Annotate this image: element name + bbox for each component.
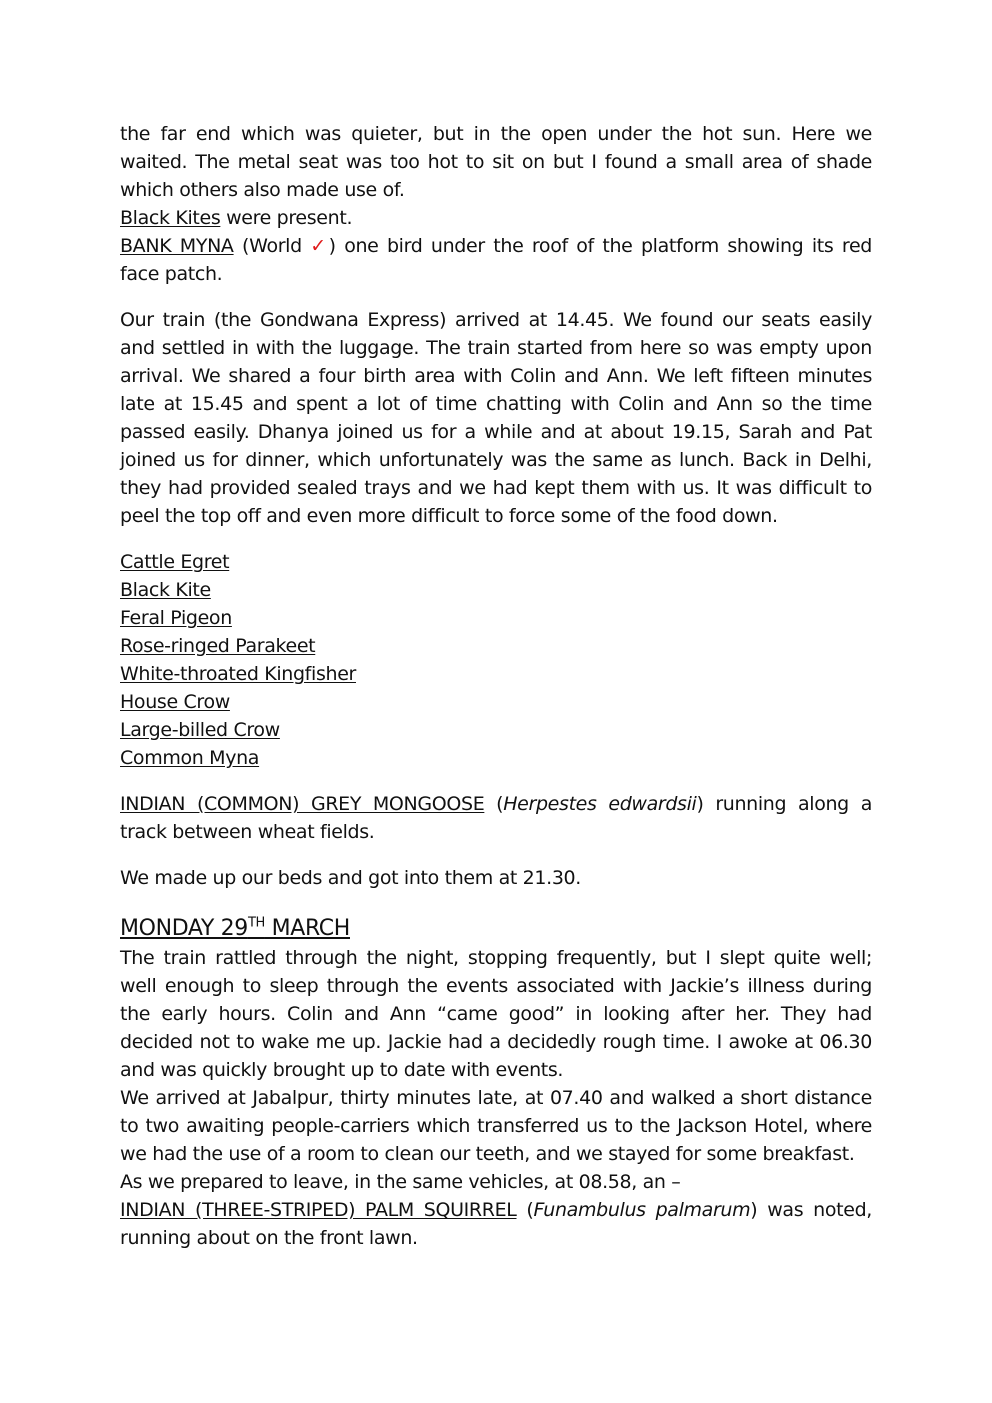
monday-paragraph-3: As we prepared to leave, in the same vehicles, at 08.58, an – — [120, 1171, 681, 1193]
list-item: Rose-ringed Parakeet — [120, 635, 316, 657]
document-page — [120, 120, 872, 1252]
mongoose-name: INDIAN (COMMON) GREY MONGOOSE — [120, 793, 485, 815]
mongoose-pre: ( — [484, 793, 504, 815]
black-kites-line — [120, 204, 872, 232]
squirrel-rest: ) was noted, running about on the front lawn. — [120, 1199, 872, 1249]
list-item: White-throated Kingfisher — [120, 663, 356, 685]
black-kites-name: Black Kites — [120, 207, 221, 229]
mongoose-paragraph — [120, 790, 872, 846]
list-item: Large-billed Crow — [120, 719, 280, 741]
list-item: Cattle Egret — [120, 551, 230, 573]
bank-myna-pre: (World — [233, 235, 311, 257]
monday-paragraph-1: The train rattled through the night, stopping frequently, but I slept quite well; well enough to sleep through the events associated with Jackie’s illness during the early hours. Colin and Ann “came good” in looking after her. They had decided not to wake me up. Jackie had a decidedly rough time. I awoke at 06.30 and was quickly brought up to date with events. — [120, 947, 872, 1081]
beds-paragraph: We made up our beds and got into them at 21.30. — [120, 867, 581, 889]
black-kites-rest: were present. — [220, 207, 353, 229]
mongoose-latin: Herpestes edwardsii — [503, 793, 697, 815]
squirrel-latin: Funambulus palmarum — [533, 1199, 751, 1221]
mongoose-rest: ) running along a track between wheat fields. — [120, 793, 872, 843]
section-heading — [120, 914, 872, 944]
heading-suffix: TH — [247, 915, 265, 931]
list-item: House Crow — [120, 691, 230, 713]
checkmark-icon: ✓ — [310, 235, 329, 257]
squirrel-paragraph — [120, 1196, 872, 1252]
train-paragraph: Our train (the Gondwana Express) arrived at 14.45. We found our seats easily and settled in with the luggage. The train started from here so was empty upon arrival. We shared a four birth area with Colin and Ann. We left fifteen minutes late at 15.45 and spent a lot of time chatting with Colin and Ann so the time passed easily. Dhanya joined us for a while and at about 19.15, Sarah and Pat joined us for dinner, which unfortunately was the same as lunch. Back in Delhi, they had provided sealed trays and we had kept them with us. It was difficult to peel the top off and even more difficult to force some of the food down. — [120, 309, 872, 527]
intro-paragraph: the far end which was quieter, but in the open under the hot sun. Here we waited. The metal seat was too hot to sit on but I found a small area of shade which others also made use of. — [120, 123, 872, 201]
heading-day: MONDAY 29 — [120, 916, 248, 941]
monday-paragraph-2: We arrived at Jabalpur, thirty minutes late, at 07.40 and walked a short distance to two awaiting people-carriers which transferred us to the Jackson Hotel, where we had the use of a room to clean our teeth, and we stayed for some breakfast. — [120, 1087, 872, 1165]
squirrel-name: INDIAN (THREE-STRIPED) PALM SQUIRREL — [120, 1199, 517, 1221]
list-item: Feral Pigeon — [120, 607, 232, 629]
list-item: Black Kite — [120, 579, 211, 601]
bank-myna-name: BANK MYNA — [120, 235, 234, 257]
squirrel-pre: ( — [516, 1199, 534, 1221]
bank-myna-rest: ) one bird under the roof of the platform showing its red face patch. — [120, 235, 873, 285]
bird-list — [120, 548, 872, 772]
list-item: Common Myna — [120, 747, 260, 769]
heading-month: MARCH — [264, 916, 350, 941]
bank-myna-line — [120, 232, 872, 288]
